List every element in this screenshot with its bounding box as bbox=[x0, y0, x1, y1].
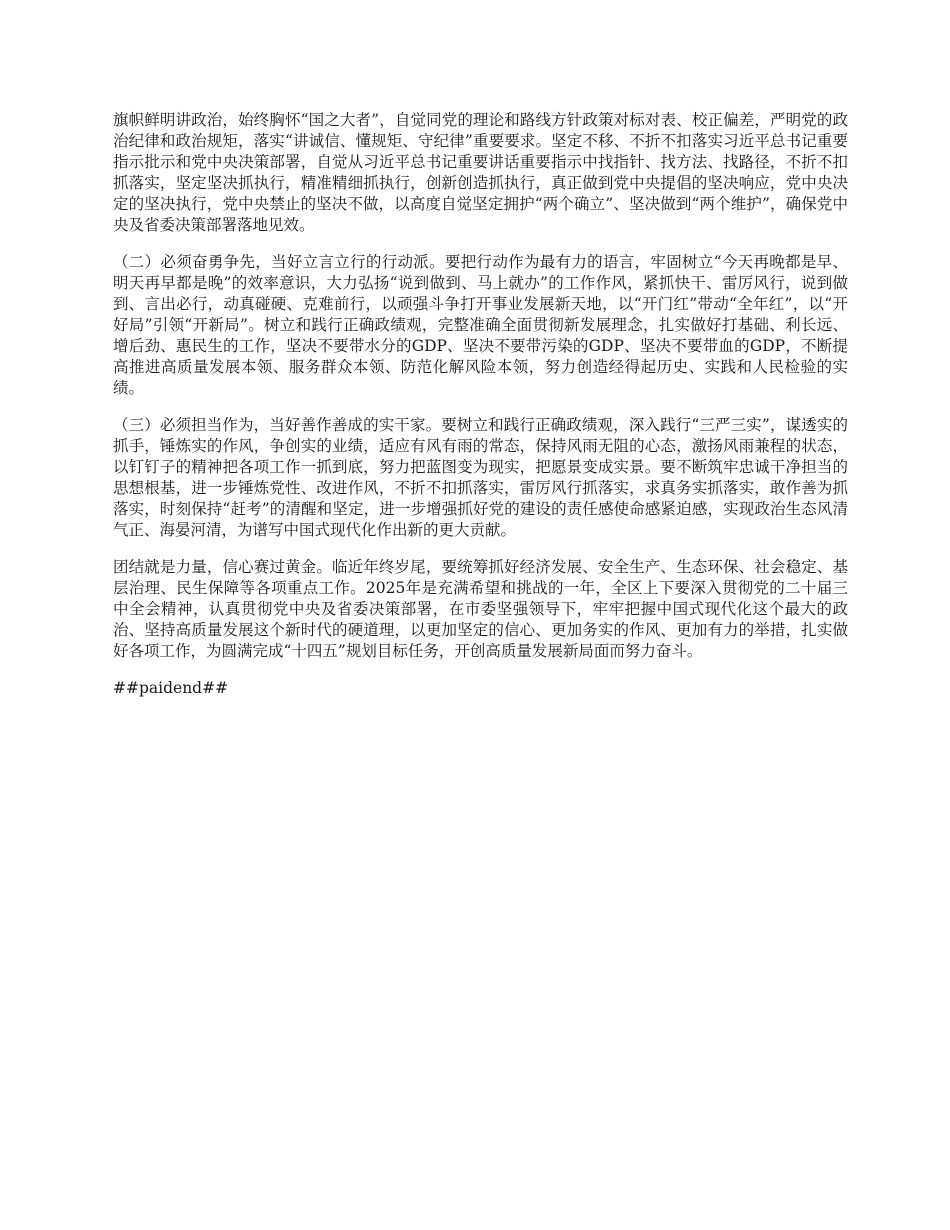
document-body bbox=[113, 110, 848, 699]
paragraph-unity-conclusion: 团结就是力量，信心赛过黄金。临近年终岁尾，要统筹抓好经济发展、安全生产、生态环保、社会稳定、基层治理、民生保障等各项重点工作。2025年是充满希望和挑战的一年，全区上下要深入贯彻党的二十届三中全会精神，认真贯彻党中央及省委决策部署，在市委坚强领导下，牢牢把握中国式现代化这个最大的政治、坚持高质量发展这个新时代的硬道理，以更加坚定的信心、更加务实的作风、更加有力的举措，扎实做好各项工作，为圆满完成“十四五”规划目标任务，开创高质量发展新局面而努力奋斗。 bbox=[113, 558, 848, 660]
paragraph-strive-forward: （二）必须奋勇争先，当好立言立行的行动派。要把行动作为最有力的语言，牢固树立“今天再晚都是早、明天再早都是晚”的效率意识，大力弘扬“说到做到、马上就办”的工作作风，紧抓快干、雷厉风行，说到做到、言出必行，动真碰硬、克难前行，以顽强斗争打开事业发展新天地，以“开门红”带动“全年红”，以“开好局”引领“开新局”。树立和践行正确政绩观，完整准确全面贯彻新发展理念，扎实做好打基础、利长远、增后劲、惠民生的工作，坚决不要带水分的GDP、坚决不要带污染的GDP、坚决不要带血的GDP，不断提高推进高质量发展本领、服务群众本领、防范化解风险本领，努力创造经得起历史、实践和人民检验的实绩。 bbox=[113, 253, 848, 397]
paragraph-political-discipline: 旗帜鲜明讲政治，始终胸怀“国之大者”，自觉同党的理论和路线方针政策对标对表、校正偏差，严明党的政治纪律和政治规矩，落实“讲诚信、懂规矩、守纪律”重要要求。坚定不移、不折不扣落实习近平总书记重要指示批示和党中央决策部署，自觉从习近平总书记重要讲话重要指示中找指针、找方法、找路径，不折不扣抓落实，坚定坚决抓执行，精准精细抓执行，创新创造抓执行，真正做到党中央提倡的坚决响应，党中央决定的坚决执行，党中央禁止的坚决不做，以高度自觉坚定拥护“两个确立”、坚决做到“两个维护”，确保党中央及省委决策部署落地见效。 bbox=[113, 111, 848, 234]
paragraph-take-responsibility: （三）必须担当作为，当好善作善成的实干家。要树立和践行正确政绩观，深入践行“三严三实”，谋透实的抓手，锤炼实的作风，争创实的业绩，适应有风有雨的常态，保持风雨无阻的心态，激扬风雨兼程的状态，以钉钉子的精神把各项工作一抓到底，努力把蓝图变为现实，把愿景变成实景。要不断筑牢忠诚干净担当的思想根基，进一步锤炼党性、改进作风，不折不扣抓落实，雷厉风行抓落实，求真务实抓落实，敢作善为抓落实，时刻保持“赶考”的清醒和坚定，进一步增强抓好党的建设的责任感使命感紧迫感，实现政治生态风清气正、海晏河清，为谱写中国式现代化作出新的更大贡献。 bbox=[113, 416, 848, 539]
paid-end-marker: ##paidend## bbox=[113, 679, 229, 697]
